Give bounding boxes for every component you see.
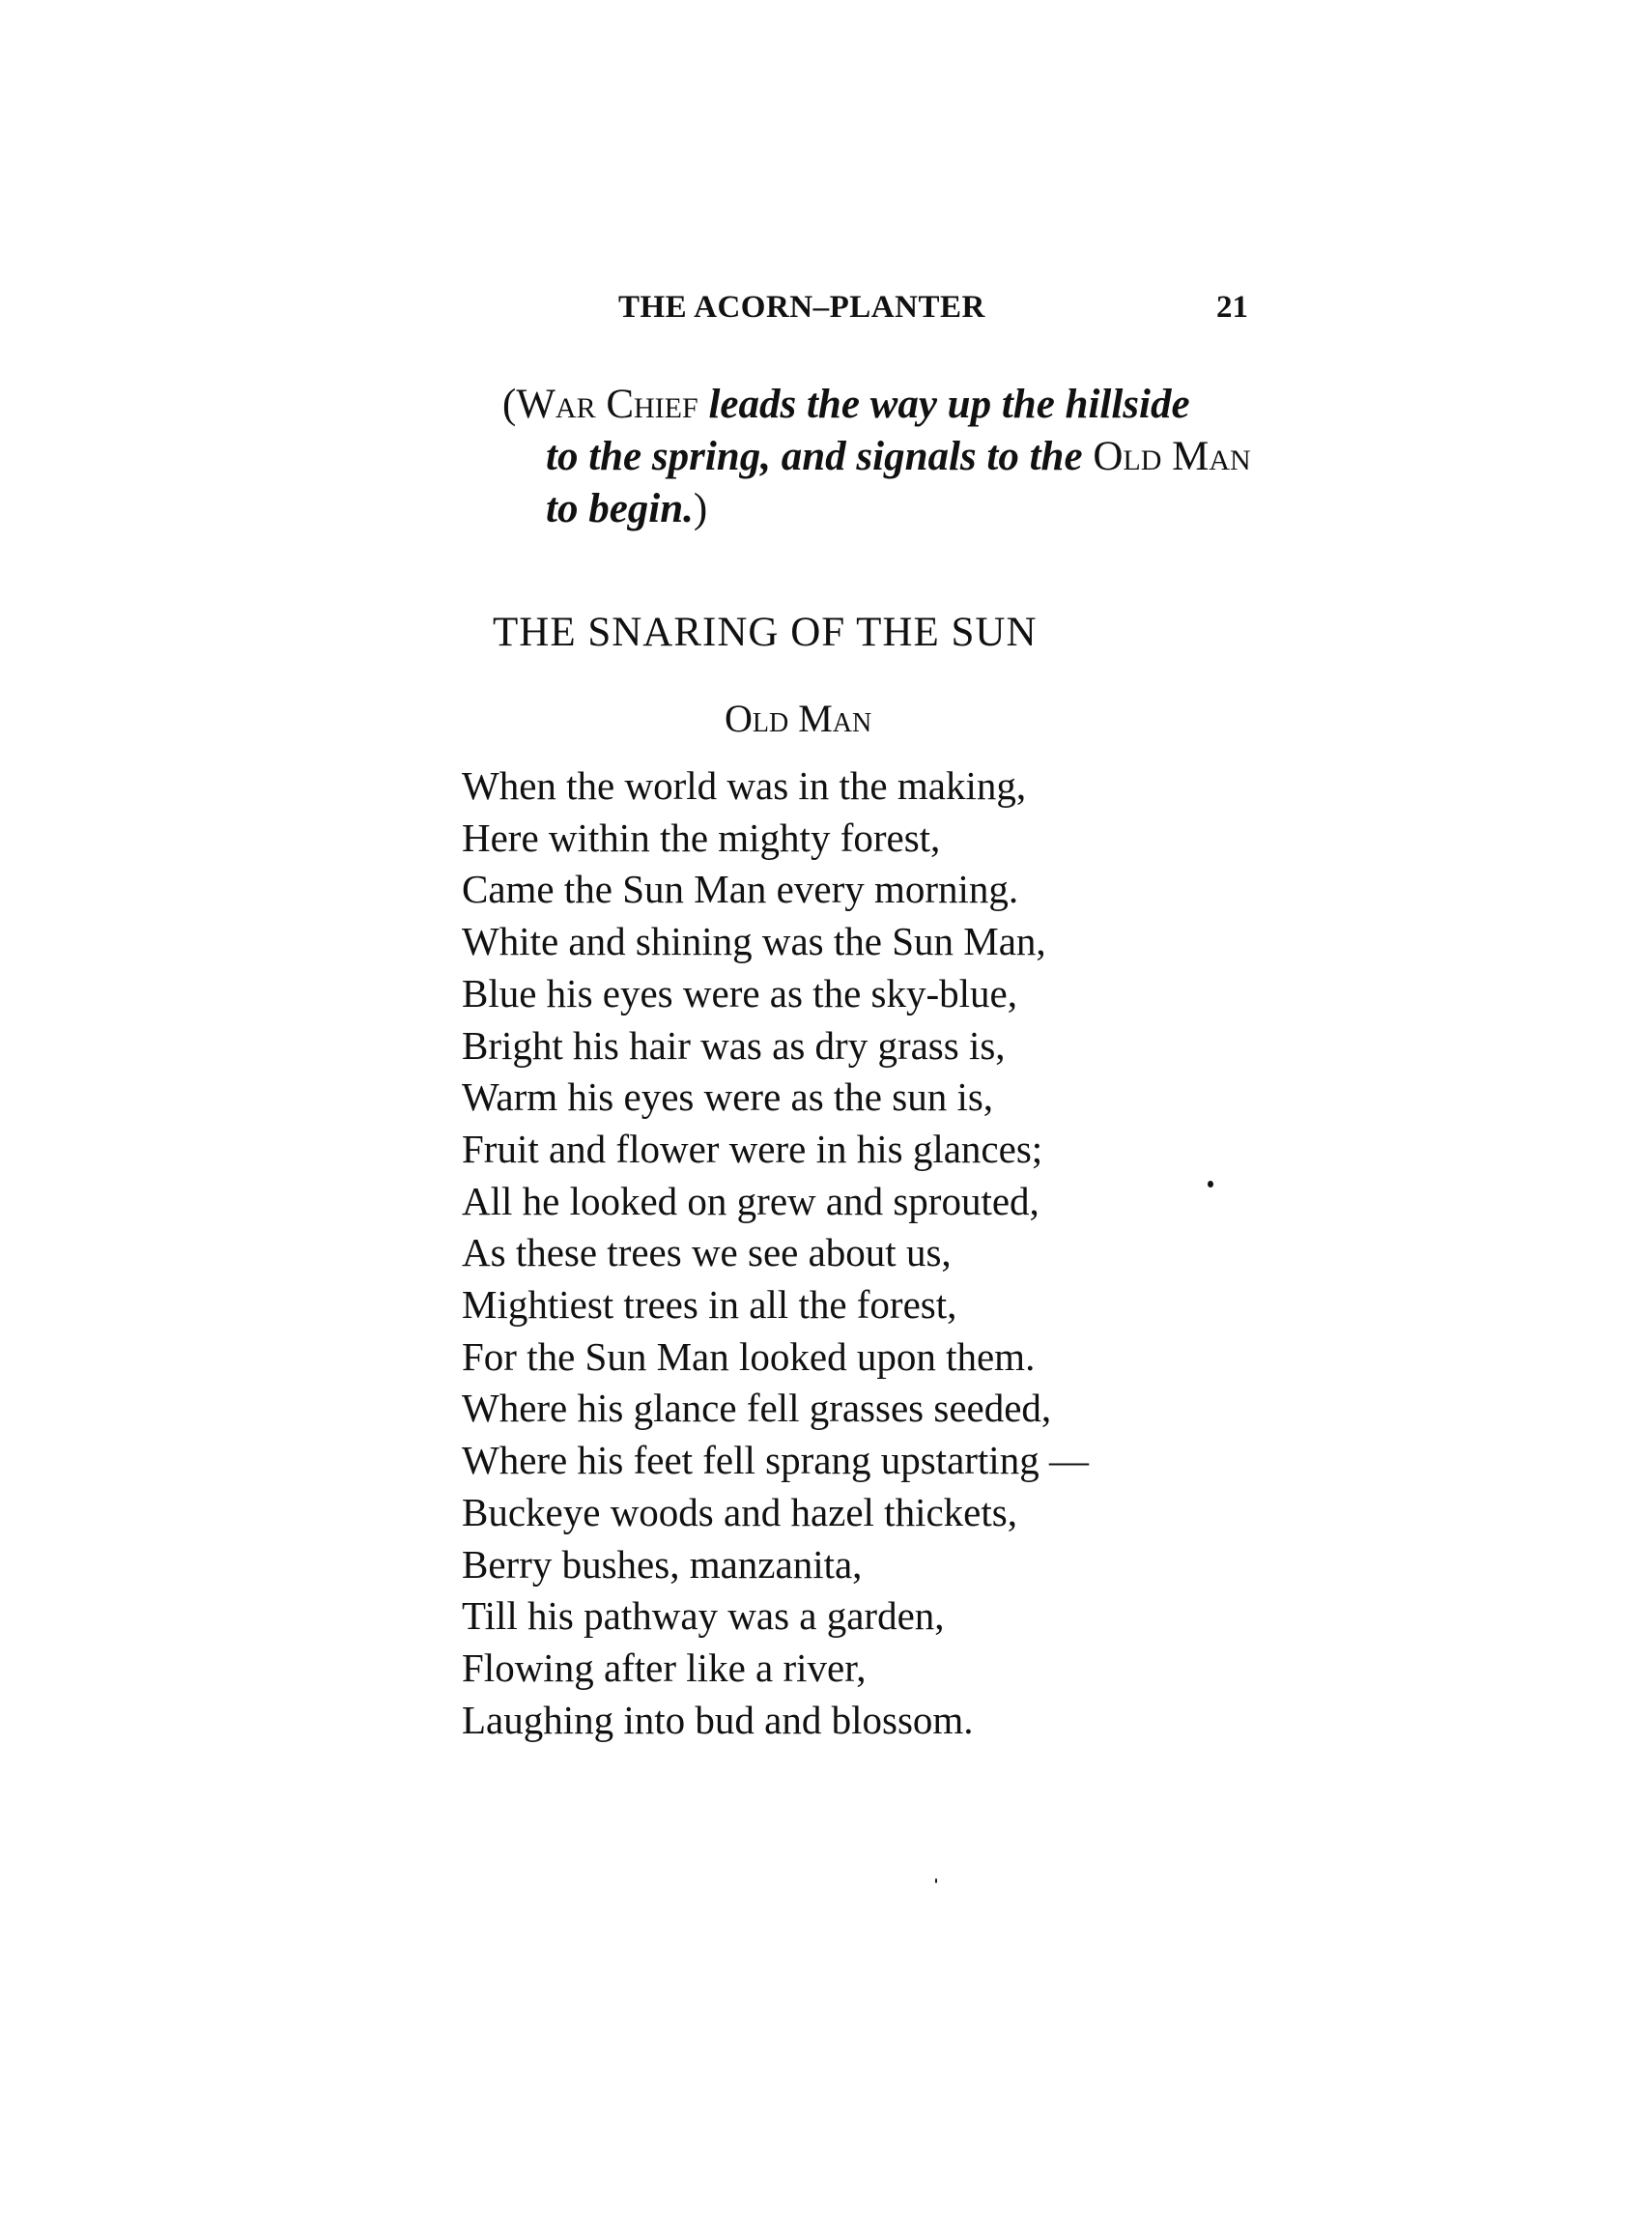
poem-line: Warm his eyes were as the sun is, (462, 1074, 994, 1120)
stage-direction-line-2 (502, 431, 1275, 483)
poem-speaker: Old Man (725, 697, 872, 740)
stage-direction-text-1: leads the way up the hillside (698, 382, 1190, 427)
stage-direction-addressee: Old Man (1093, 434, 1251, 479)
poem-line: Where his glance fell grasses seeded, (462, 1386, 1052, 1431)
poem-line: When the world was in the making, (462, 763, 1027, 808)
print-speck (935, 1878, 937, 1883)
poem-line: All he looked on grew and sprouted, (462, 1178, 1040, 1223)
close-paren: ) (693, 486, 708, 531)
stage-direction-speaker: War Chief (516, 382, 698, 427)
poem-line: Berry bushes, manzanita, (462, 1541, 863, 1587)
page-number: 21 (1216, 290, 1248, 325)
poem-line: Flowing after like a river, (462, 1645, 867, 1690)
stage-direction-line-3 (502, 483, 1275, 535)
poem-line: Bright his hair was as dry grass is, (462, 1022, 1006, 1068)
running-head-title: THE ACORN–PLANTER (618, 290, 985, 325)
stage-direction-line-1 (502, 379, 1275, 431)
open-paren: ( (502, 382, 517, 427)
poem-line: Here within the mighty forest, (462, 815, 941, 860)
poem-line: Came the Sun Man every morning. (462, 867, 1019, 912)
poem-lines (462, 760, 1331, 1746)
stage-direction-text-2: to the spring, and signals to the (546, 434, 1094, 479)
poem-line: Laughing into bud and blossom. (462, 1697, 974, 1742)
print-speck (1208, 1181, 1213, 1188)
poem-line: White and shining was the Sun Man, (462, 919, 1046, 964)
poem-line: For the Sun Man looked upon them. (462, 1333, 1036, 1379)
poem-line: Fruit and flower were in his glances; (462, 1126, 1043, 1171)
stage-direction (502, 379, 1275, 535)
poem-line: As these trees we see about us, (462, 1230, 952, 1275)
running-head (618, 290, 1266, 338)
poem-line: Till his pathway was a garden, (462, 1593, 945, 1639)
stage-direction-text-3: to begin. (546, 486, 694, 531)
poem-line: Mightiest trees in all the forest, (462, 1282, 957, 1328)
poem-line: Where his feet fell sprang upstarting — (462, 1438, 1089, 1483)
poem-line: Buckeye woods and hazel thickets, (462, 1489, 1017, 1534)
poem-line: Blue his eyes were as the sky-blue, (462, 970, 1017, 1016)
poem-title: THE SNARING OF THE SUN (493, 610, 1038, 655)
